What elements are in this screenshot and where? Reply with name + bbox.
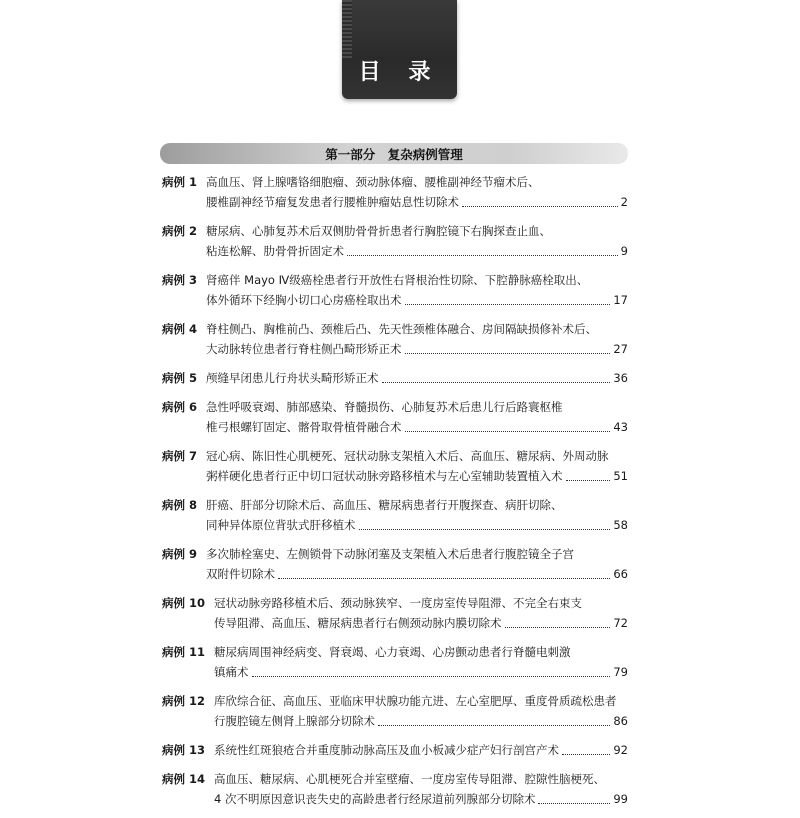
toc-entry[interactable] [162,319,628,359]
entry-title-line: 镇痛术 [214,665,249,679]
toc-entry[interactable] [162,368,628,388]
entry-title-line: 腰椎副神经节瘤复发患者行腰椎肿瘤姑息性切除术 [206,195,459,209]
toc-entry[interactable] [162,270,628,310]
case-label: 病例 1 [162,175,198,189]
dot-leader [252,676,611,677]
dot-leader [359,529,611,530]
dot-leader [382,382,611,383]
entry-title-line: 冠状动脉旁路移植术后、颈动脉狭窄、一度房室传导阻滞、不完全右束支 [214,596,582,610]
entry-title-line: 颅缝早闭患儿行舟状头畸形矫正术 [206,371,379,385]
entry-title-line: 系统性红斑狼疮合并重度肺动脉高压及血小板减少症产妇行剖宫产术 [214,743,559,757]
page-number: 9 [620,244,628,258]
entry-title-line: 体外循环下经胸小切口心房癌栓取出术 [206,293,402,307]
page-number: 2 [620,195,628,209]
page-number: 43 [613,420,628,434]
case-label: 病例 11 [162,645,206,659]
part-heading-bar [160,143,628,164]
entry-title-line: 椎弓根螺钉固定、髂骨取骨植骨融合术 [206,420,402,434]
page-number: 92 [613,743,628,757]
entry-title-line: 传导阻滞、高血压、糖尿病患者行右侧颈动脉内膜切除术 [214,616,502,630]
entry-title-line: 高血压、糖尿病、心肌梗死合并室壁瘤、一度房室传导阻滞、腔隙性脑梗死、 [214,772,605,786]
entry-title-line: 双附件切除术 [206,567,275,581]
dot-leader [378,725,610,726]
case-label: 病例 12 [162,694,206,708]
case-label: 病例 6 [162,400,198,414]
page-number: 17 [613,293,628,307]
entry-title-line: 肝癌、肝部分切除术后、高血压、糖尿病患者行开腹探查、病肝切除、 [206,498,563,512]
entry-title-line: 糖尿病周围神经病变、肾衰竭、心力衰竭、心房颤动患者行脊髓电刺激 [214,645,571,659]
toc-entry[interactable] [162,544,628,584]
entry-title-line: 冠心病、陈旧性心肌梗死、冠状动脉支架植入术后、高血压、糖尿病、外周动脉 [206,449,609,463]
page-number: 51 [613,469,628,483]
contents-header-block [342,0,457,99]
dot-leader [538,803,610,804]
toc-entry[interactable] [162,446,628,486]
toc-entry[interactable] [162,172,628,212]
entry-title-line: 脊柱侧凸、胸椎前凸、颈椎后凸、先天性颈椎体融合、房间隔缺损修补术后、 [206,322,597,336]
page-number: 72 [613,616,628,630]
page-number: 99 [613,792,628,806]
toc-entry[interactable] [162,642,628,682]
case-label: 病例 9 [162,547,198,561]
entry-title-line: 糖尿病、心肺复苏术后双侧肋骨骨折患者行胸腔镜下右胸探查止血、 [206,224,551,238]
toc-entry[interactable] [162,221,628,261]
page-number: 66 [613,567,628,581]
table-of-contents [162,172,628,818]
entry-title-line: 行腹腔镜左侧肾上腺部分切除术 [214,714,375,728]
entry-title-line: 肾癌伴 Mayo Ⅳ级癌栓患者行开放性右肾根治性切除、下腔静脉癌栓取出、 [206,273,589,287]
dot-leader [562,754,610,755]
dot-leader [566,480,611,481]
toc-entry[interactable] [162,769,628,809]
case-label: 病例 13 [162,743,206,757]
entry-title-line: 同种异体原位背驮式肝移植术 [206,518,356,532]
page-number: 27 [613,342,628,356]
dot-leader [278,578,610,579]
page-number: 86 [613,714,628,728]
dot-leader [347,255,618,256]
toc-entry[interactable] [162,495,628,535]
case-label: 病例 10 [162,596,206,610]
entry-title-line: 粥样硬化患者行正中切口冠状动脉旁路移植术与左心室辅助装置植入术 [206,469,563,483]
case-label: 病例 14 [162,772,206,786]
dot-leader [405,304,611,305]
toc-entry[interactable] [162,397,628,437]
page-number: 79 [613,665,628,679]
case-label: 病例 4 [162,322,198,336]
entry-title-line: 急性呼吸衰竭、肺部感染、脊髓损伤、心肺复苏术后患儿行后路寰枢椎 [206,400,563,414]
case-label: 病例 5 [162,371,198,385]
toc-entry[interactable] [162,740,628,760]
header-decorative-strip [342,0,352,60]
page-number: 36 [613,371,628,385]
part-title: 第一部分 复杂病例管理 [325,147,463,162]
dot-leader [405,431,611,432]
case-label: 病例 3 [162,273,198,287]
case-label: 病例 7 [162,449,198,463]
dot-leader [405,353,611,354]
page-number: 58 [613,518,628,532]
entry-title-line: 多次肺栓塞史、左侧锁骨下动脉闭塞及支架植入术后患者行腹腔镜全子宫 [206,547,574,561]
page-title: 目 录 [358,59,441,85]
entry-title-line: 粘连松解、肋骨骨折固定术 [206,244,344,258]
case-label: 病例 8 [162,498,198,512]
entry-title-line: 库欣综合征、高血压、亚临床甲状腺功能亢进、左心室肥厚、重度骨质疏松患者 [214,694,617,708]
entry-title-line: 大动脉转位患者行脊柱侧凸畸形矫正术 [206,342,402,356]
toc-entry[interactable] [162,593,628,633]
toc-entry[interactable] [162,691,628,731]
entry-title-line: 高血压、肾上腺嗜铬细胞瘤、颈动脉体瘤、腰椎副神经节瘤术后、 [206,175,540,189]
dot-leader [505,627,611,628]
dot-leader [462,206,618,207]
entry-title-line: 4 次不明原因意识丧失史的高龄患者行经尿道前列腺部分切除术 [214,792,536,806]
case-label: 病例 2 [162,224,198,238]
